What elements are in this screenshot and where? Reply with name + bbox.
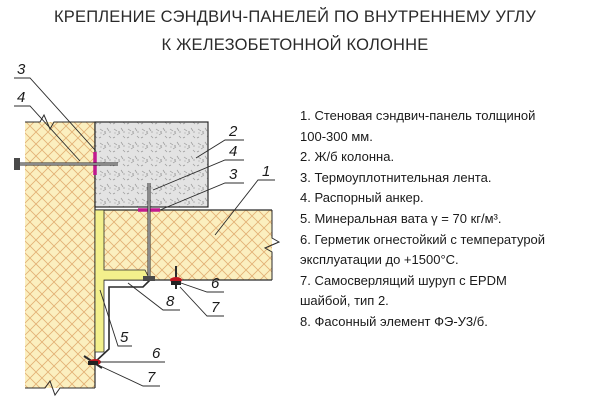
legend-line: 6. Герметик огнестойкий с температурой <box>300 231 546 247</box>
legend-line: 7. Самосверлящий шуруп с EPDM <box>300 272 507 288</box>
legend-line: 1. Стеновая сэндвич-панель толщиной <box>300 108 536 123</box>
legend-line: 3. Термоуплотнительная лента. <box>300 169 492 185</box>
callout-1: 1 <box>262 163 271 180</box>
legend-line: 4. Распорный анкер. <box>300 190 424 206</box>
legend-line: 5. Минеральная вата γ = 70 кг/м³. <box>300 210 502 226</box>
legend-line: эксплуатации до +1500°С. <box>300 252 459 268</box>
callout-2: 2 <box>229 123 238 140</box>
callout-6-right: 6 <box>211 275 220 292</box>
diagram-title-line1: КРЕПЛЕНИЕ СЭНДВИЧ-ПАНЕЛЕЙ ПО ВНУТРЕННЕМУ УГЛУ <box>54 8 536 26</box>
legend-line: 2. Ж/б колонна. <box>300 149 395 165</box>
callout-6-bottom: 6 <box>152 345 161 362</box>
legend-line: 100-300 мм. <box>300 128 373 144</box>
callout-5: 5 <box>120 329 129 346</box>
callout-8: 8 <box>166 293 175 310</box>
legend-list <box>300 106 588 333</box>
vertical-sandwich-panel <box>25 122 95 388</box>
callout-3-mid: 3 <box>229 166 238 183</box>
horizontal-sandwich-panel <box>95 210 272 280</box>
callout-4-mid: 4 <box>229 143 238 160</box>
callout-7-bottom: 7 <box>147 369 156 386</box>
diagram-title-line2: К ЖЕЛЕЗОБЕТОННОЙ КОЛОННЕ <box>161 36 429 54</box>
legend-line: 8. Фасонный элемент ФЭ-У3/б. <box>300 313 488 329</box>
callout-7-right: 7 <box>211 299 220 316</box>
legend-line: шайбой, тип 2. <box>300 293 389 309</box>
callout-3-top: 3 <box>17 61 26 78</box>
callout-4-top: 4 <box>17 89 26 106</box>
